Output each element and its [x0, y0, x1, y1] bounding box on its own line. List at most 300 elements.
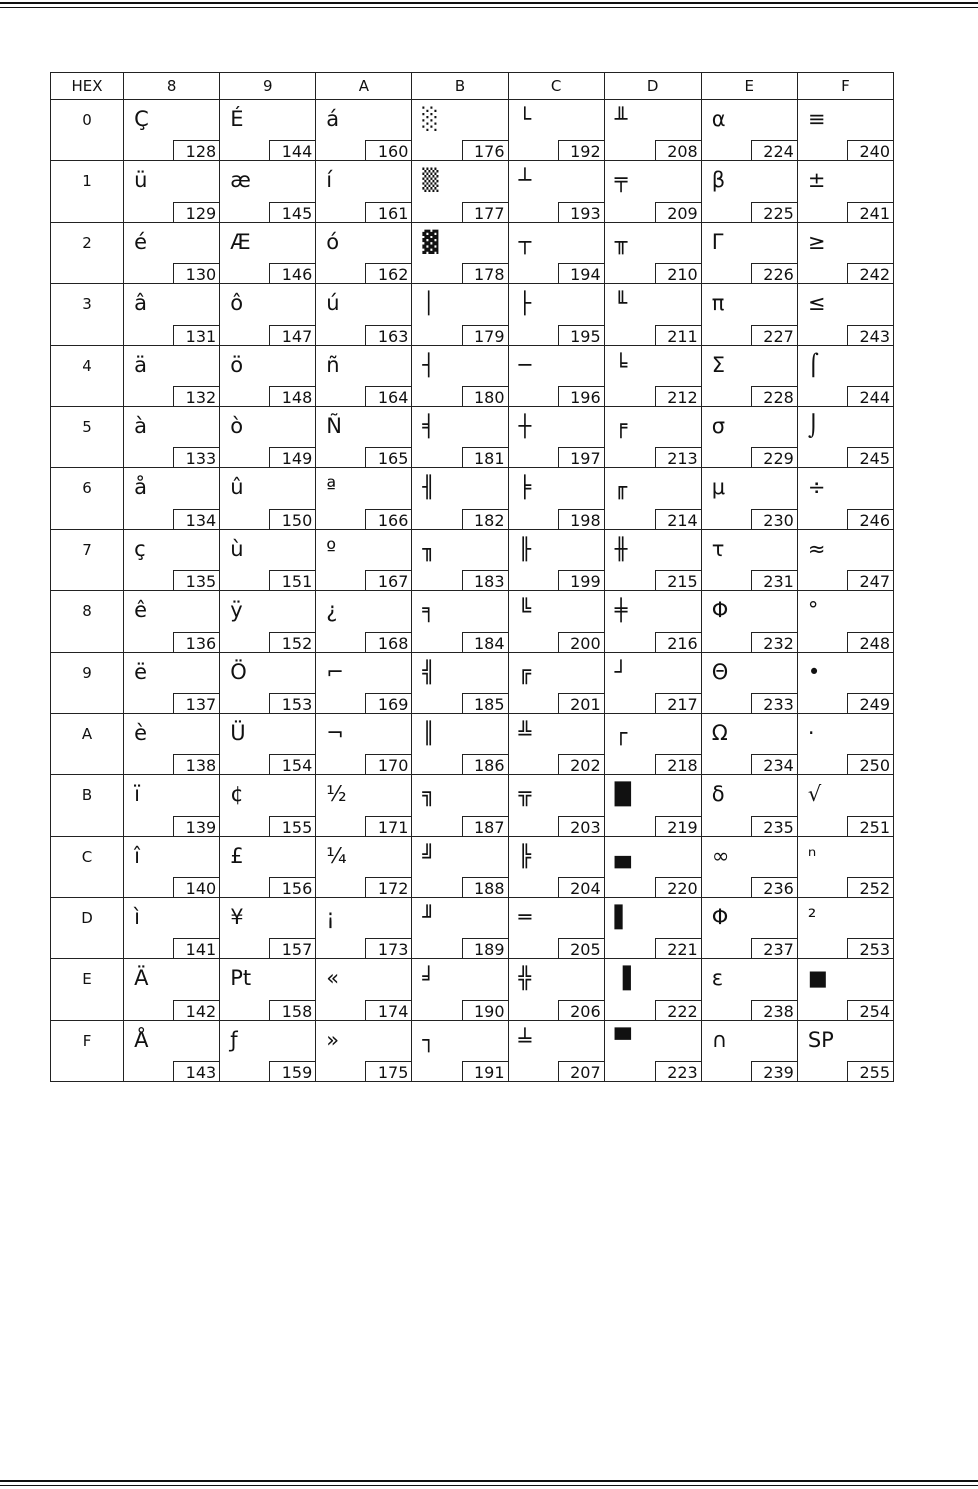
row-hex-label: 6: [82, 479, 92, 498]
char-cell: [124, 222, 220, 283]
bottom-rule: [0, 1480, 978, 1486]
char-cell: [508, 406, 604, 467]
char-cell: [316, 775, 412, 836]
char-cell: [124, 713, 220, 774]
char-code: 235: [751, 816, 798, 837]
char-glyph: ╜: [422, 905, 436, 930]
char-code: 211: [655, 325, 702, 346]
char-glyph: ─: [518, 352, 532, 377]
char-glyph: ■: [807, 966, 828, 991]
char-code: 215: [655, 570, 702, 591]
char-glyph: Γ: [711, 229, 724, 254]
char-code: 158: [269, 1000, 316, 1021]
char-glyph: ê: [134, 598, 147, 623]
row-hex-label: 0: [82, 111, 92, 129]
column-header: F: [797, 73, 893, 100]
char-code: 226: [751, 263, 798, 284]
char-cell: [508, 345, 604, 406]
char-glyph: á: [326, 107, 340, 131]
column-header: B: [412, 73, 508, 100]
row-hex-label: 2: [82, 233, 92, 252]
char-code: 228: [751, 386, 798, 407]
char-glyph: σ: [711, 413, 726, 438]
char-cell: [701, 1020, 797, 1081]
char-code: 221: [655, 938, 702, 959]
row-hex-label: 1: [82, 172, 92, 191]
char-glyph: ò: [230, 413, 244, 438]
char-code: 150: [269, 509, 316, 530]
char-glyph: │: [422, 291, 436, 316]
char-cell: [124, 100, 220, 161]
char-cell: [797, 529, 893, 590]
char-code: 227: [751, 325, 798, 346]
char-code: 146: [269, 263, 316, 284]
char-cell: [316, 1020, 412, 1081]
char-code: 198: [558, 509, 605, 530]
char-code: 174: [365, 1000, 412, 1021]
char-code: 208: [655, 140, 702, 161]
char-code: 153: [269, 693, 316, 714]
char-glyph: û: [230, 475, 244, 500]
char-cell: [701, 959, 797, 1020]
char-glyph: ÿ: [230, 598, 243, 623]
char-code: 185: [462, 693, 509, 714]
table-row: [51, 959, 894, 1020]
char-cell: [797, 406, 893, 467]
char-code: 131: [173, 325, 220, 346]
char-code: 148: [269, 386, 316, 407]
char-code: 166: [365, 509, 412, 530]
char-glyph: ├: [518, 291, 532, 316]
char-code: 245: [847, 447, 894, 468]
char-cell: [508, 161, 604, 222]
char-glyph: è: [134, 720, 147, 745]
row-header: [51, 591, 124, 652]
char-glyph: τ: [711, 536, 725, 561]
char-cell: [220, 836, 316, 897]
char-code: 164: [365, 386, 412, 407]
row-header: [51, 529, 124, 590]
char-code: 157: [269, 938, 316, 959]
row-hex-label: 3: [82, 295, 92, 314]
char-glyph: ╬: [518, 966, 532, 991]
row-header: [51, 775, 124, 836]
char-cell: [124, 345, 220, 406]
char-code: 249: [847, 693, 894, 714]
table-row: [51, 898, 894, 959]
row-hex-label: 5: [82, 417, 92, 436]
char-glyph: •: [807, 659, 821, 684]
char-cell: [220, 284, 316, 345]
char-cell: [412, 406, 508, 467]
char-cell: [124, 836, 220, 897]
char-code: 195: [558, 325, 605, 346]
char-glyph: ä: [134, 352, 147, 377]
char-glyph: ¢: [230, 782, 244, 807]
row-header: [51, 161, 124, 222]
char-glyph: ╚: [518, 598, 532, 623]
char-cell: [797, 898, 893, 959]
char-cell: [701, 284, 797, 345]
hex-header: HEX: [51, 73, 124, 100]
char-glyph: ⌐: [326, 659, 344, 684]
char-code: 254: [847, 1000, 894, 1021]
char-cell: [701, 222, 797, 283]
char-glyph: ¼: [326, 843, 347, 868]
char-code: 213: [655, 447, 702, 468]
char-code: 231: [751, 570, 798, 591]
char-glyph: ╦: [518, 782, 532, 807]
char-cell: [604, 652, 701, 713]
char-glyph: ╥: [614, 229, 628, 254]
table-row: [51, 345, 894, 406]
char-code: 169: [365, 693, 412, 714]
table-row: [51, 836, 894, 897]
char-cell: [701, 652, 797, 713]
column-header: E: [701, 73, 797, 100]
char-glyph: ≡: [807, 107, 826, 131]
char-cell: [604, 529, 701, 590]
char-glyph: √: [807, 782, 822, 807]
char-cell: [797, 713, 893, 774]
char-cell: [412, 161, 508, 222]
char-cell: [797, 161, 893, 222]
char-code: 216: [655, 632, 702, 653]
char-code: 154: [269, 754, 316, 775]
row-hex-label: C: [81, 847, 93, 866]
column-header: D: [604, 73, 701, 100]
char-cell: [124, 529, 220, 590]
row-hex-label: 9: [82, 663, 92, 682]
char-code: 145: [269, 202, 316, 223]
row-header: [51, 652, 124, 713]
char-cell: [508, 100, 604, 161]
row-hex-label: E: [82, 970, 92, 989]
char-glyph: »: [326, 1027, 340, 1052]
char-cell: [604, 713, 701, 774]
char-cell: [412, 836, 508, 897]
row-header: [51, 836, 124, 897]
char-glyph: ╠: [518, 843, 532, 868]
char-cell: [412, 713, 508, 774]
char-glyph: └: [518, 107, 532, 131]
char-glyph: Æ: [230, 229, 251, 254]
char-cell: [797, 836, 893, 897]
char-glyph: ¿: [326, 598, 338, 623]
char-cell: [508, 898, 604, 959]
char-cell: [797, 284, 893, 345]
char-code: 207: [558, 1061, 605, 1082]
char-glyph: ╗: [422, 782, 436, 807]
char-code: 128: [173, 140, 220, 161]
char-cell: [316, 468, 412, 529]
char-glyph: é: [134, 229, 147, 254]
char-code: 142: [173, 1000, 220, 1021]
char-cell: [316, 959, 412, 1020]
char-cell: [220, 775, 316, 836]
table-row: [51, 652, 894, 713]
char-glyph: ü: [134, 168, 148, 193]
char-glyph: ⌡: [807, 413, 819, 438]
char-code: 172: [365, 877, 412, 898]
char-cell: [124, 1020, 220, 1081]
table-row: [51, 591, 894, 652]
char-code: 220: [655, 877, 702, 898]
char-glyph: ┤: [422, 352, 436, 377]
row-header: [51, 222, 124, 283]
char-code: 233: [751, 693, 798, 714]
code-page-table: [50, 72, 894, 1082]
char-glyph: ï: [134, 782, 140, 807]
row-hex-label: A: [81, 724, 93, 743]
char-glyph: β: [711, 168, 726, 193]
char-glyph: ╩: [518, 720, 532, 745]
column-header: 8: [124, 73, 220, 100]
char-glyph: ∩: [711, 1027, 728, 1052]
char-glyph: ≤: [807, 291, 826, 316]
char-cell: [701, 100, 797, 161]
char-cell: [604, 100, 701, 161]
char-glyph: ƒ: [230, 1027, 238, 1052]
char-code: 229: [751, 447, 798, 468]
char-cell: [412, 100, 508, 161]
char-code: 162: [365, 263, 412, 284]
char-code: 244: [847, 386, 894, 407]
char-code: 181: [462, 447, 509, 468]
char-code: 161: [365, 202, 412, 223]
row-header: [51, 100, 124, 161]
char-code: 194: [558, 263, 605, 284]
char-code: 222: [655, 1000, 702, 1021]
char-code: 167: [365, 570, 412, 591]
char-cell: [508, 713, 604, 774]
char-cell: [124, 652, 220, 713]
char-cell: [701, 898, 797, 959]
char-cell: [604, 959, 701, 1020]
char-cell: [124, 959, 220, 1020]
char-code: 141: [173, 938, 220, 959]
char-code: 237: [751, 938, 798, 959]
char-code: 191: [462, 1061, 509, 1082]
char-cell: [701, 468, 797, 529]
char-glyph: π: [711, 291, 725, 316]
char-glyph: î: [134, 843, 140, 868]
char-cell: [508, 468, 604, 529]
char-code: 240: [847, 140, 894, 161]
row-header: [51, 898, 124, 959]
char-cell: [508, 836, 604, 897]
char-cell: [316, 529, 412, 590]
row-header: [51, 959, 124, 1020]
row-header: [51, 1020, 124, 1081]
char-code: 224: [751, 140, 798, 161]
char-cell: [797, 468, 893, 529]
char-glyph: Ö: [230, 659, 247, 684]
char-code: 170: [365, 754, 412, 775]
char-code: 251: [847, 816, 894, 837]
char-glyph: ▓: [422, 229, 439, 254]
char-code: 177: [462, 202, 509, 223]
row-header: [51, 468, 124, 529]
char-code: 190: [462, 1000, 509, 1021]
char-cell: [604, 898, 701, 959]
char-glyph: ▐: [614, 966, 631, 991]
char-glyph: ╟: [518, 536, 532, 561]
char-code: 160: [365, 140, 412, 161]
row-hex-label: F: [82, 1031, 92, 1050]
char-cell: [412, 529, 508, 590]
char-glyph: ║: [422, 720, 436, 745]
char-code: 242: [847, 263, 894, 284]
char-code: 143: [173, 1061, 220, 1082]
char-cell: [124, 468, 220, 529]
char-glyph: ╘: [614, 352, 628, 377]
char-glyph: ╒: [614, 413, 628, 438]
char-code: 178: [462, 263, 509, 284]
char-code: 152: [269, 632, 316, 653]
char-code: 232: [751, 632, 798, 653]
char-code: 171: [365, 816, 412, 837]
char-code: 138: [173, 754, 220, 775]
char-code: 133: [173, 447, 220, 468]
char-glyph: Ç: [134, 107, 149, 131]
char-glyph: Å: [134, 1027, 149, 1052]
char-code: 203: [558, 816, 605, 837]
char-glyph: ½: [326, 782, 347, 807]
char-glyph: SP: [807, 1027, 834, 1052]
char-code: 149: [269, 447, 316, 468]
row-header: [51, 406, 124, 467]
char-glyph: ¥: [230, 905, 244, 930]
char-cell: [220, 959, 316, 1020]
char-code: 132: [173, 386, 220, 407]
char-cell: [604, 161, 701, 222]
char-glyph: «: [326, 966, 340, 991]
char-code: 176: [462, 140, 509, 161]
char-glyph: ¡: [326, 905, 335, 930]
char-glyph: ╣: [422, 659, 436, 684]
char-cell: [220, 468, 316, 529]
char-code: 135: [173, 570, 220, 591]
char-code: 214: [655, 509, 702, 530]
char-cell: [604, 1020, 701, 1081]
table-row: [51, 406, 894, 467]
char-code: 223: [655, 1061, 702, 1082]
char-glyph: å: [134, 475, 147, 500]
char-code: 182: [462, 509, 509, 530]
char-glyph: Θ: [711, 659, 729, 684]
char-code: 175: [365, 1061, 412, 1082]
char-code: 187: [462, 816, 509, 837]
char-glyph: ö: [230, 352, 244, 377]
char-cell: [412, 345, 508, 406]
char-code: 206: [558, 1000, 605, 1021]
char-code: 225: [751, 202, 798, 223]
char-code: 151: [269, 570, 316, 591]
char-code: 199: [558, 570, 605, 591]
char-code: 201: [558, 693, 605, 714]
char-glyph: ╢: [422, 475, 436, 500]
table-row: [51, 468, 894, 529]
char-code: 168: [365, 632, 412, 653]
char-code: 205: [558, 938, 605, 959]
char-code: 165: [365, 447, 412, 468]
char-cell: [316, 591, 412, 652]
char-cell: [701, 161, 797, 222]
row-hex-label: 4: [82, 356, 92, 375]
char-code: 136: [173, 632, 220, 653]
char-cell: [508, 959, 604, 1020]
char-code: 253: [847, 938, 894, 959]
char-code: 188: [462, 877, 509, 898]
char-cell: [508, 775, 604, 836]
table-row: [51, 100, 894, 161]
char-cell: [604, 284, 701, 345]
char-cell: [604, 591, 701, 652]
char-code: 212: [655, 386, 702, 407]
char-glyph: ≥: [807, 229, 826, 254]
char-glyph: ±: [807, 168, 826, 193]
char-code: 179: [462, 325, 509, 346]
char-cell: [508, 591, 604, 652]
char-cell: [701, 775, 797, 836]
table-row: [51, 1020, 894, 1081]
char-glyph: ╙: [614, 291, 628, 316]
column-header: A: [316, 73, 412, 100]
char-code: 155: [269, 816, 316, 837]
char-cell: [220, 345, 316, 406]
char-cell: [124, 161, 220, 222]
char-glyph: ╤: [614, 168, 628, 193]
char-cell: [701, 591, 797, 652]
char-cell: [508, 284, 604, 345]
char-glyph: Φ: [711, 598, 729, 623]
char-cell: [124, 898, 220, 959]
char-cell: [701, 406, 797, 467]
char-code: 209: [655, 202, 702, 223]
char-glyph: ë: [134, 659, 147, 684]
char-code: 239: [751, 1061, 798, 1082]
char-cell: [412, 898, 508, 959]
char-glyph: ┐: [422, 1027, 436, 1052]
char-cell: [220, 1020, 316, 1081]
char-cell: [220, 898, 316, 959]
char-glyph: ╪: [614, 598, 628, 623]
table-row: [51, 529, 894, 590]
row-hex-label: 7: [82, 540, 92, 559]
char-code: 184: [462, 632, 509, 653]
table-row: [51, 222, 894, 283]
char-glyph: ñ: [326, 352, 340, 377]
char-cell: [316, 345, 412, 406]
char-cell: [604, 406, 701, 467]
char-glyph: ╞: [518, 475, 532, 500]
char-glyph: ù: [230, 536, 244, 561]
char-glyph: ╨: [614, 107, 628, 131]
char-code: 186: [462, 754, 509, 775]
char-code: 255: [847, 1061, 894, 1082]
char-glyph: ▌: [614, 905, 631, 930]
char-cell: [124, 775, 220, 836]
char-code: 192: [558, 140, 605, 161]
char-glyph: ┘: [614, 659, 628, 684]
char-glyph: ·: [807, 720, 815, 745]
char-cell: [316, 406, 412, 467]
char-code: 243: [847, 325, 894, 346]
row-header: [51, 713, 124, 774]
char-glyph: ╔: [518, 659, 532, 684]
char-code: 144: [269, 140, 316, 161]
